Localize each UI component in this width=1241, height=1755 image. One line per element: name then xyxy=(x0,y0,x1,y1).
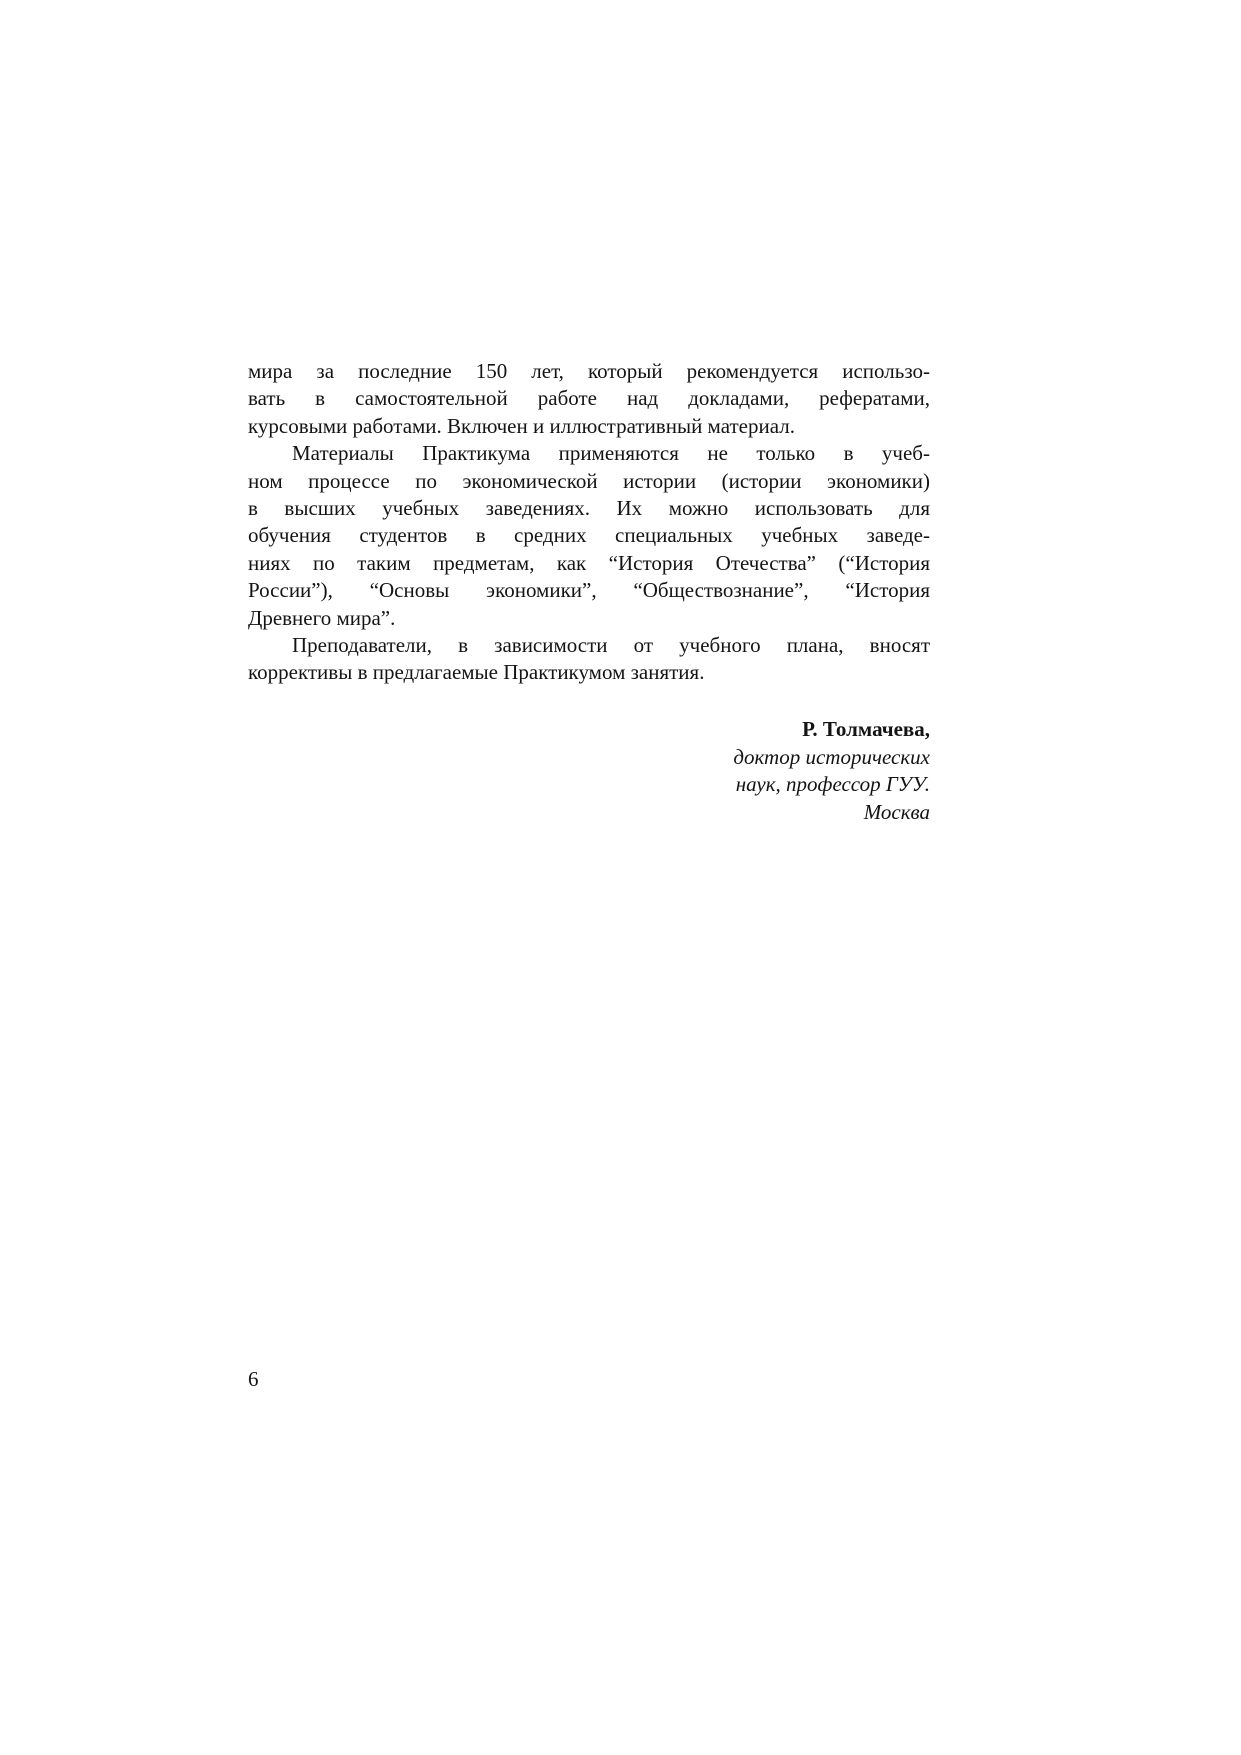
text-line: ном процессе по экономической истории (истории экономики) xyxy=(248,468,930,493)
text-line: Материалы Практикума применяются не только в учеб- xyxy=(292,441,930,466)
text-line: России”), “Основы экономики”, “Обществознание”, “История xyxy=(248,578,930,603)
signature-role-line: наук, профессор ГУУ. xyxy=(735,772,930,797)
body-text xyxy=(248,358,930,687)
text-line: ниях по таким предметам, как “История Отечества” (“История xyxy=(248,550,930,575)
text-line: Древнего мира”. xyxy=(248,605,396,630)
text-line: в высших учебных заведениях. Их можно использовать для xyxy=(248,495,930,520)
signature-author: Р. Толмачева, xyxy=(802,717,930,741)
page-number: 6 xyxy=(248,1367,259,1391)
text-line: курсовыми работами. Включен и иллюстративный материал. xyxy=(248,413,795,438)
signature-role-line: доктор исторических xyxy=(733,744,930,769)
signature-block xyxy=(560,716,930,826)
text-line: Преподаватели, в зависимости от учебного плана, вносят xyxy=(292,632,930,657)
signature-location: Москва xyxy=(863,799,930,824)
text-line: коррективы в предлагаемые Практикумом занятия. xyxy=(248,660,705,685)
text-line: обучения студентов в средних специальных учебных заведе- xyxy=(248,523,930,548)
text-line: мира за последние 150 лет, который рекомендуется использо- xyxy=(248,359,930,383)
text-line: вать в самостоятельной работе над докладами, рефератами, xyxy=(248,386,930,411)
